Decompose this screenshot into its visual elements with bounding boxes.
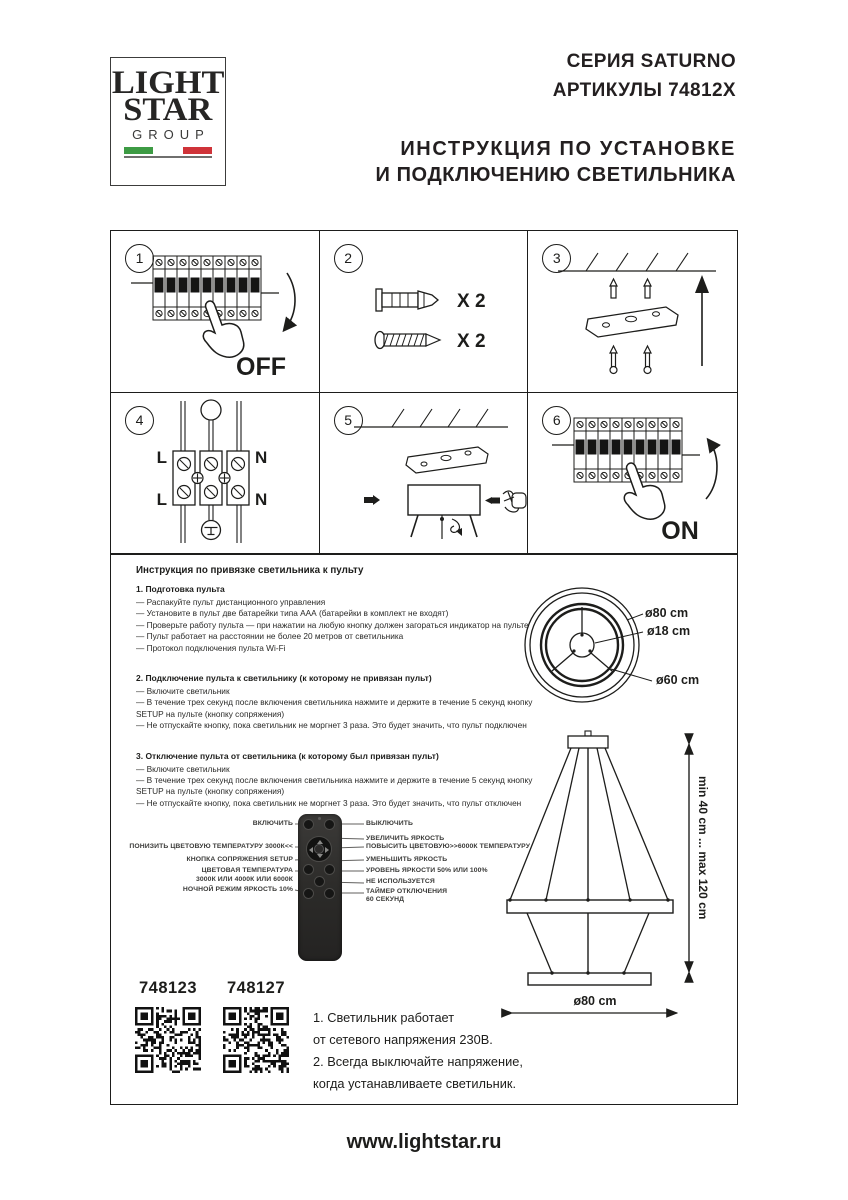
remote-color-temp-button (303, 864, 314, 875)
step-number-4: 4 (125, 406, 154, 435)
terminal-l-top-label: L (156, 447, 167, 467)
logo-underline (124, 156, 212, 158)
step-number-1: 1 (125, 244, 154, 273)
article-number-748127: 748127 (226, 979, 286, 997)
pairing-item: — В течение трех секунд после включения светильника нажмите и держите в течение 5 секунд кнопку SETUP на пульте (кнопку сопряжения) (136, 775, 533, 797)
remote-label-color-temp-1: ЦВЕТОВАЯ ТЕМПЕРАТУРА (201, 867, 293, 874)
diameter-hub-label: ø18 cm (647, 624, 691, 638)
remote-control-image (298, 814, 342, 961)
remote-bulb-button (314, 876, 325, 887)
remote-label-not-used: НЕ ИСПОЛЬЗУЕТСЯ (366, 878, 435, 885)
articles-title: АРТИКУЛЫ 74812X (552, 80, 736, 101)
logo-star: STAR (123, 92, 213, 128)
pairing-item: — Пульт работает на расстоянии не более 20 метров от светильника (136, 631, 404, 642)
remote-label-color-temp-2: 3000К ИЛИ 4000К ИЛИ 6000К (196, 876, 293, 883)
remote-power-on-button (303, 819, 314, 830)
remote-night-mode-button (303, 888, 314, 899)
terminal-n-top-label: N (255, 447, 268, 467)
pairing-instructions-box (110, 553, 738, 1105)
remote-setup-button (314, 844, 324, 854)
on-label: ON (661, 516, 700, 545)
pairing-item: — В течение трех секунд после включения светильника нажмите и держите в течение 5 секунд кнопку SETUP на пульте (кнопку сопряжения) (136, 697, 533, 719)
qr-code-748123 (135, 1007, 201, 1073)
pairing-section1-heading: 1. Подготовка пульта (136, 584, 225, 594)
step-cell-4 (111, 393, 320, 555)
terminal-n-bottom-label: N (255, 489, 268, 509)
remote-label-power-off: ВЫКЛЮЧИТЬ (366, 820, 413, 827)
step-number-3: 3 (542, 244, 571, 273)
pairing-item: — Не отпускайте кнопку, пока светильник не моргнет 3 раза. Это будет значить, что пульт отключен (136, 797, 522, 808)
remote-label-setup: КНОПКА СОПРЯЖЕНИЯ SETUP (186, 856, 293, 863)
pairing-item: — Включите светильник (136, 686, 230, 697)
warning-line-1: 1. Светильник работает (313, 1010, 455, 1025)
screw-qty-label: X 2 (456, 331, 486, 352)
pairing-item: — Не отпускайте кнопку, пока светильник не моргнет 3 раза. Это будет значить, что пульт подключен (136, 720, 527, 731)
warning-line-4: когда устанавливаете светильник. (313, 1076, 516, 1091)
remote-label-brightness-up: УВЕЛИЧИТЬ ЯРКОСТЬ (366, 835, 445, 842)
pairing-item: — Проверьте работу пульта — при нажатии на любую кнопку должен загораться индикатор на пульте (136, 619, 529, 630)
article-number-748123: 748123 (138, 979, 198, 997)
dpad-right-icon (325, 847, 329, 853)
doc-title-line2: И ПОДКЛЮЧЕНИЮ СВЕТИЛЬНИКА (375, 164, 736, 186)
remote-dpad (306, 836, 332, 862)
remote-label-timer-1: ТАЙМЕР ОТКЛЮЧЕНИЯ (366, 888, 448, 895)
remote-power-off-button (324, 819, 335, 830)
remote-label-timer-2: 60 СЕКУНД (366, 896, 405, 903)
height-range-label: min 40 cm ... max 120 cm (696, 776, 710, 920)
doc-title-line1: ИНСТРУКЦИЯ ПО УСТАНОВКЕ (400, 138, 736, 160)
pairing-item: — Включите светильник (136, 763, 230, 774)
warning-line-3: 2. Всегда выключайте напряжение, (313, 1054, 523, 1069)
step-cell-5 (320, 393, 529, 555)
pairing-item: — Распакуйте пульт дистанционного управления (136, 597, 326, 607)
logo-group: GROUP (132, 127, 210, 142)
step-cell-3 (528, 231, 737, 393)
step-cell-2 (320, 231, 529, 393)
off-label: OFF (236, 353, 286, 381)
anchor-qty-label: X 2 (456, 291, 486, 312)
pairing-section3-heading: 3. Отключение пульта от светильника (к которому был привязан пульт) (136, 750, 439, 761)
terminal-l-bottom-label: L (156, 489, 167, 509)
remote-label-brightness-down: УМЕНЬШИТЬ ЯРКОСТЬ (366, 856, 448, 863)
step-number-2: 2 (334, 244, 363, 273)
dpad-down-icon (317, 854, 323, 858)
warning-line-2: от сетевого напряжения 230В. (313, 1032, 493, 1047)
pairing-item: — Установите в пульт две батарейки типа ААА (батарейки в комплект не входят) (136, 608, 449, 619)
installation-steps-grid (110, 230, 738, 555)
remote-led (318, 817, 321, 820)
remote-label-temp-down: ПОНИЗИТЬ ЦВЕТОВУЮ ТЕМПЕРАТУРУ 3000К<< (129, 843, 293, 850)
remote-brightness-level-button (324, 864, 335, 875)
step-cell-1 (111, 231, 320, 393)
remote-label-night-mode: НОЧНОЙ РЕЖИМ ЯРКОСТЬ 10% (182, 886, 293, 893)
remote-label-brightness-level: УРОВЕНЬ ЯРКОСТИ 50% ИЛИ 100% (366, 867, 488, 874)
footer-url[interactable]: www.lightstar.ru (346, 1131, 502, 1153)
remote-label-power-on: ВКЛЮЧИТЬ (252, 820, 293, 827)
bottom-width-label: ø80 cm (573, 994, 617, 1008)
lightstar-logo (110, 57, 226, 186)
pairing-instructions (136, 565, 538, 809)
pairing-item: — Протокол подключения пульта Wi-Fi (136, 642, 286, 653)
dpad-left-icon (309, 847, 313, 853)
remote-timer-button (324, 888, 335, 899)
qr-code-748127 (223, 1007, 289, 1073)
step-cell-6 (528, 393, 737, 555)
step-number-5: 5 (334, 406, 363, 435)
logo-light: LIGHT (111, 65, 225, 101)
pairing-section2-heading: 2. Подключение пульта к светильнику (к которому не привязан пульт) (136, 673, 432, 684)
step-number-6: 6 (542, 406, 571, 435)
remote-label-temp-up: ПОВЫСИТЬ ЦВЕТОВУЮ>>6000К ТЕМПЕРАТУРУ (366, 843, 531, 850)
series-title: СЕРИЯ SATURNO (566, 51, 736, 72)
pairing-title: Инструкция по привязке светильника к пульту (136, 565, 364, 576)
diameter-inner-label: ø60 cm (656, 673, 700, 687)
italian-flag-stripe (124, 147, 212, 154)
diameter-outer-label: ø80 cm (645, 606, 689, 620)
